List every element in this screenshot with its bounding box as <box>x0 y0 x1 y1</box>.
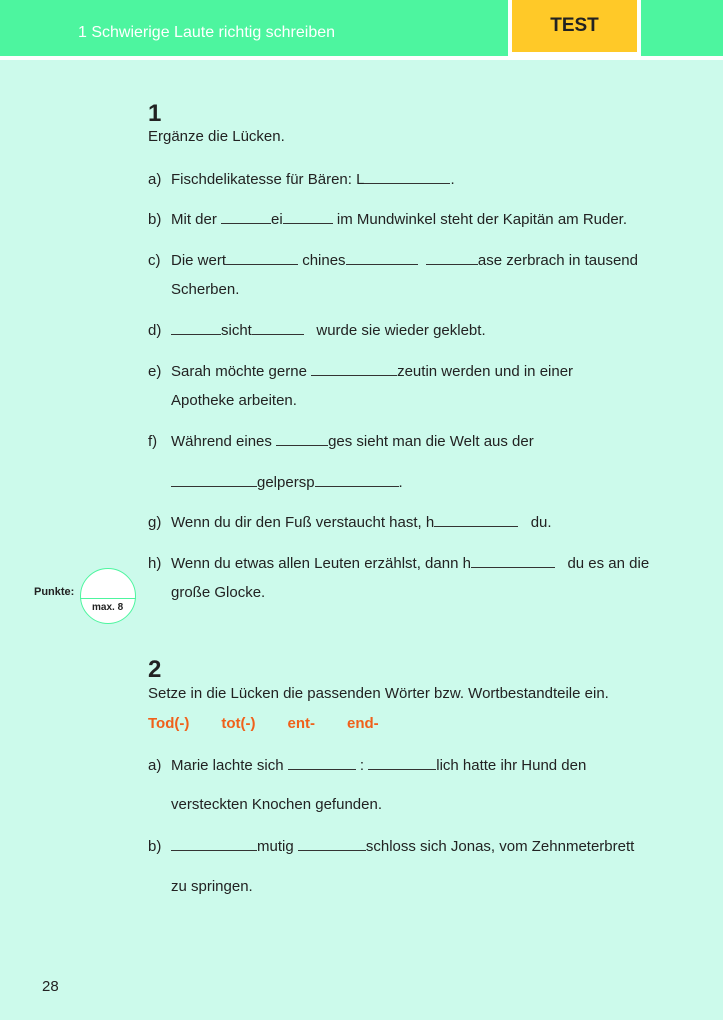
blank-field[interactable] <box>298 837 366 851</box>
item-label: b) <box>148 211 162 228</box>
item-label: g) <box>148 514 162 531</box>
item-label: h) <box>148 555 162 572</box>
word-bank-item: tot(-) <box>221 715 256 732</box>
task-2-number: 2 <box>148 656 162 683</box>
blank-field[interactable] <box>311 362 397 376</box>
task-1-item-e <box>148 362 573 380</box>
task-2-instruction: Setze in die Lücken die passenden Wörter bzw. Wortbestandteile ein. <box>148 685 609 702</box>
task-1-instruction: Ergänze die Lücken. <box>148 128 285 145</box>
word-bank-item: Tod(-) <box>148 715 190 732</box>
blank-field[interactable] <box>288 756 356 770</box>
item-text: . <box>398 474 403 491</box>
task-1-item-b <box>148 210 627 228</box>
item-text: Während eines <box>171 433 277 450</box>
blank-field[interactable] <box>276 432 328 446</box>
task-1-item-e-continued: Apotheke arbeiten. <box>171 392 297 409</box>
blank-field[interactable] <box>471 554 555 568</box>
task-1-item-c-continued: Scherben. <box>171 281 240 298</box>
task-2-item-a-continued: versteckten Knochen gefunden. <box>171 796 382 813</box>
item-text: Mit der <box>171 211 222 228</box>
page-number: 28 <box>42 978 59 995</box>
blank-field[interactable] <box>434 513 518 527</box>
item-label: d) <box>148 322 162 339</box>
item-text: lich hatte ihr Hund den <box>436 757 587 774</box>
task-1-item-h <box>148 554 649 572</box>
item-text: Wenn du dir den Fuß verstaucht hast, h <box>171 514 435 531</box>
item-text: mutig <box>257 838 298 855</box>
header-divider <box>0 56 723 60</box>
item-text: Fischdelikatesse für Bären: L <box>171 171 365 188</box>
item-text: schloss sich Jonas, vom Zehnmeterbrett <box>365 838 635 855</box>
task-1-item-h-continued: große Glocke. <box>171 584 266 601</box>
item-text: wurde sie wieder geklebt. <box>312 322 486 339</box>
item-text: Die wert <box>171 252 227 269</box>
item-text: Sarah möchte gerne <box>171 363 312 380</box>
item-text: ei <box>271 211 283 228</box>
item-text: : <box>355 757 369 774</box>
task-1-item-f-continued <box>171 473 403 491</box>
item-label: b) <box>148 838 162 855</box>
task-2-item-b <box>148 837 634 855</box>
item-label: a) <box>148 171 162 188</box>
item-text: ges sieht man die Welt aus der <box>328 433 534 450</box>
item-label: a) <box>148 757 162 774</box>
item-text: gelpersp <box>257 474 315 491</box>
item-text: sicht <box>221 322 252 339</box>
blank-field[interactable] <box>426 251 478 265</box>
item-label: f) <box>148 433 158 450</box>
word-bank-item: end- <box>347 715 379 732</box>
blank-field[interactable] <box>252 321 304 335</box>
word-bank-item: ent- <box>287 715 316 732</box>
task-1-item-d <box>148 321 486 339</box>
item-text: du es an die <box>563 555 650 572</box>
blank-field[interactable] <box>346 251 418 265</box>
task-1-item-g <box>148 513 552 531</box>
item-label: c) <box>148 252 161 269</box>
points-divider <box>80 598 136 599</box>
word-bank <box>148 715 411 732</box>
blank-field[interactable] <box>283 210 333 224</box>
item-label: e) <box>148 363 162 380</box>
blank-field[interactable] <box>221 210 271 224</box>
blank-field[interactable] <box>368 756 436 770</box>
item-text: zeutin werden und in einer <box>397 363 574 380</box>
item-text: du. <box>526 514 552 531</box>
chapter-title: 1 Schwierige Laute richtig schreiben <box>78 24 336 41</box>
item-text: Wenn du etwas allen Leuten erzählst, dann h <box>171 555 471 572</box>
task-1-item-c <box>148 251 638 269</box>
blank-field[interactable] <box>364 170 450 184</box>
points-max: max. 8 <box>92 602 124 613</box>
points-label: Punkte: <box>34 586 75 598</box>
item-text: Marie lachte sich <box>171 757 288 774</box>
blank-field[interactable] <box>171 473 257 487</box>
blank-field[interactable] <box>171 837 257 851</box>
blank-field[interactable] <box>315 473 399 487</box>
item-text: . <box>450 171 455 188</box>
task-2-item-b-continued: zu springen. <box>171 878 253 895</box>
blank-field[interactable] <box>171 321 221 335</box>
task-1-item-f <box>148 432 534 450</box>
item-text: im Mundwinkel steht der Kapitän am Ruder. <box>336 211 628 228</box>
task-1-item-a <box>148 170 455 188</box>
blank-field[interactable] <box>226 251 298 265</box>
points-circle[interactable] <box>80 568 136 624</box>
test-tab: TEST <box>512 0 637 52</box>
task-1-number: 1 <box>148 100 162 127</box>
item-text: chines <box>302 252 346 269</box>
item-text: ase zerbrach in tausend <box>477 252 638 269</box>
task-2-item-a <box>148 756 586 774</box>
